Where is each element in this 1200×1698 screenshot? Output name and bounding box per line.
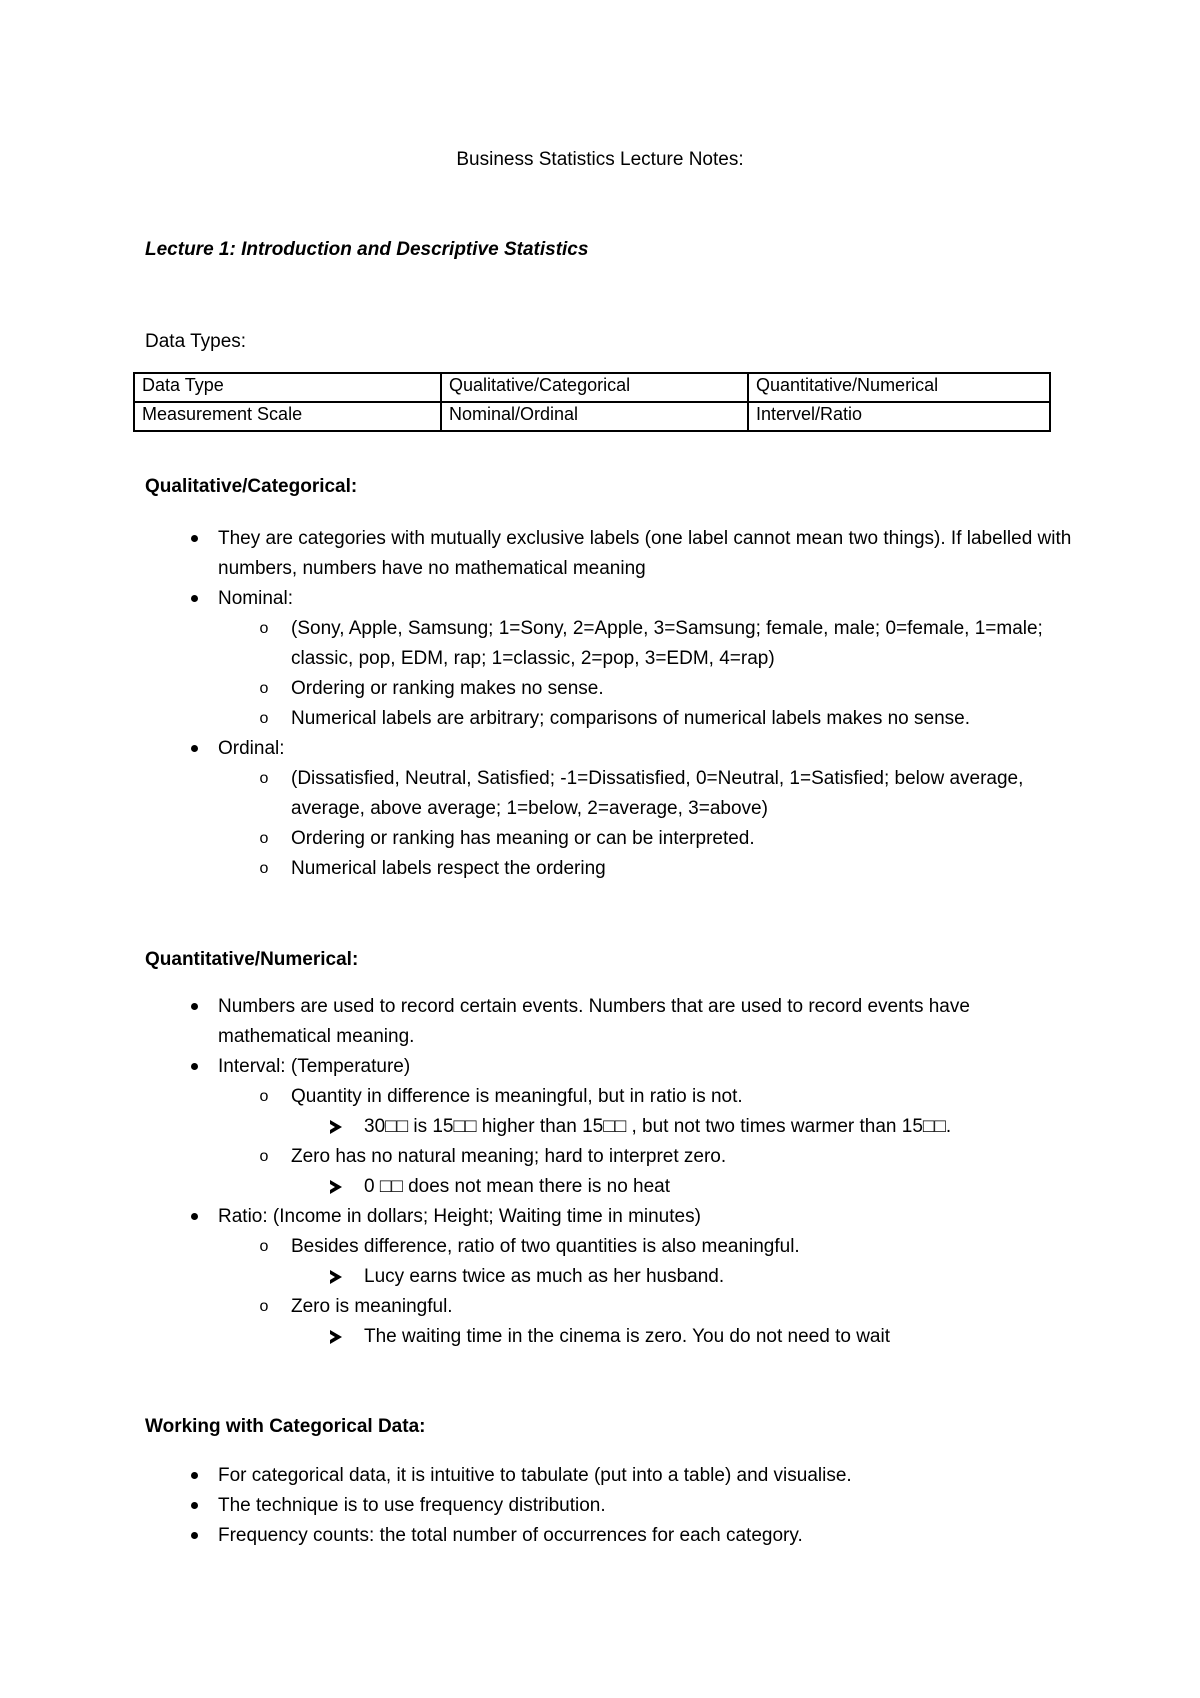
circle-bullet-icon: o (259, 1088, 269, 1105)
circle-bullet-icon: o (259, 1148, 269, 1165)
list-item: They are categories with mutually exclusive labels (one label cannot mean two things). If labelled with numbers, numbers have no mathematical meaning (218, 528, 1072, 579)
document-title: Business Statistics Lecture Notes: (456, 149, 744, 170)
bullet-icon (180, 1521, 208, 1545)
circle-bullet-icon: o (259, 1298, 269, 1315)
bullet-icon (180, 992, 208, 1016)
arrow-bullet-icon (322, 1112, 350, 1140)
list-item: (Dissatisfied, Neutral, Satisfied; -1=Dissatisfied, 0=Neutral, 1=Satisfied; below average, average, above average; 1=below, 2=average, 3=above) (291, 768, 1024, 819)
table-cell: Data Type (134, 373, 441, 402)
list-item: Zero has no natural meaning; hard to interpret zero. (291, 1146, 727, 1167)
table-row (134, 373, 1050, 402)
circle-bullet-icon: o (259, 1238, 269, 1255)
list-item: Lucy earns twice as much as her husband. (364, 1266, 725, 1287)
list-item: Interval: (Temperature) (218, 1056, 411, 1077)
circle-bullet-icon: o (259, 680, 269, 697)
list-item: Frequency counts: the total number of occurrences for each category. (218, 1525, 803, 1546)
table-row (134, 402, 1050, 431)
categorical-data-heading: Working with Categorical Data: (145, 1416, 426, 1437)
list-item: Ratio: (Income in dollars; Height; Waiting time in minutes) (218, 1206, 701, 1227)
list-item: Besides difference, ratio of two quantities is also meaningful. (291, 1236, 800, 1257)
arrow-bullet-icon (322, 1172, 350, 1200)
list-item: Numerical labels are arbitrary; comparisons of numerical labels makes no sense. (291, 708, 971, 729)
bullet-icon (180, 1491, 208, 1515)
list-item: 0 □□ does not mean there is no heat (364, 1176, 671, 1197)
list-item: Numerical labels respect the ordering (291, 858, 606, 879)
list-item: 30□□ is 15□□ higher than 15□□ , but not two times warmer than 15□□. (364, 1116, 952, 1137)
bullet-icon (180, 524, 208, 548)
list-item: Ordering or ranking has meaning or can be interpreted. (291, 828, 755, 849)
list-item: Ordinal: (218, 738, 285, 759)
table-cell: Nominal/Ordinal (441, 402, 748, 431)
circle-bullet-icon: o (259, 620, 269, 637)
list-item: Nominal: (218, 588, 293, 609)
bullet-icon (180, 584, 208, 608)
circle-bullet-icon: o (259, 770, 269, 787)
table-cell: Quantitative/Numerical (748, 373, 1050, 402)
list-item: For categorical data, it is intuitive to tabulate (put into a table) and visualise. (218, 1465, 852, 1486)
circle-bullet-icon: o (259, 860, 269, 877)
list-item: Ordering or ranking makes no sense. (291, 678, 604, 699)
table-cell: Intervel/Ratio (748, 402, 1050, 431)
table-cell: Measurement Scale (134, 402, 441, 431)
data-types-table (133, 372, 1051, 432)
data-types-label: Data Types: (145, 331, 247, 352)
bullet-icon (180, 1052, 208, 1076)
bullet-icon (180, 1202, 208, 1226)
list-item: The waiting time in the cinema is zero. You do not need to wait (364, 1326, 890, 1347)
arrow-bullet-icon (322, 1262, 350, 1290)
circle-bullet-icon: o (259, 710, 269, 727)
circle-bullet-icon: o (259, 830, 269, 847)
quantitative-heading: Quantitative/Numerical: (145, 949, 359, 970)
bullet-icon (180, 734, 208, 758)
table-cell: Qualitative/Categorical (441, 373, 748, 402)
list-item: The technique is to use frequency distribution. (218, 1495, 606, 1516)
list-item: Zero is meaningful. (291, 1296, 453, 1317)
list-item: Quantity in difference is meaningful, but in ratio is not. (291, 1086, 743, 1107)
list-item: (Sony, Apple, Samsung; 1=Sony, 2=Apple, 3=Samsung; female, male; 0=female, 1=male; classic, pop, EDM, rap; 1=classic, 2=pop, 3=EDM, 4=rap) (291, 618, 1043, 669)
qualitative-heading: Qualitative/Categorical: (145, 476, 358, 497)
lecture-heading: Lecture 1: Introduction and Descriptive Statistics (145, 239, 589, 260)
list-item: Numbers are used to record certain events. Numbers that are used to record events have mathematical meaning. (218, 996, 970, 1047)
bullet-icon (180, 1461, 208, 1485)
arrow-bullet-icon (322, 1322, 350, 1350)
